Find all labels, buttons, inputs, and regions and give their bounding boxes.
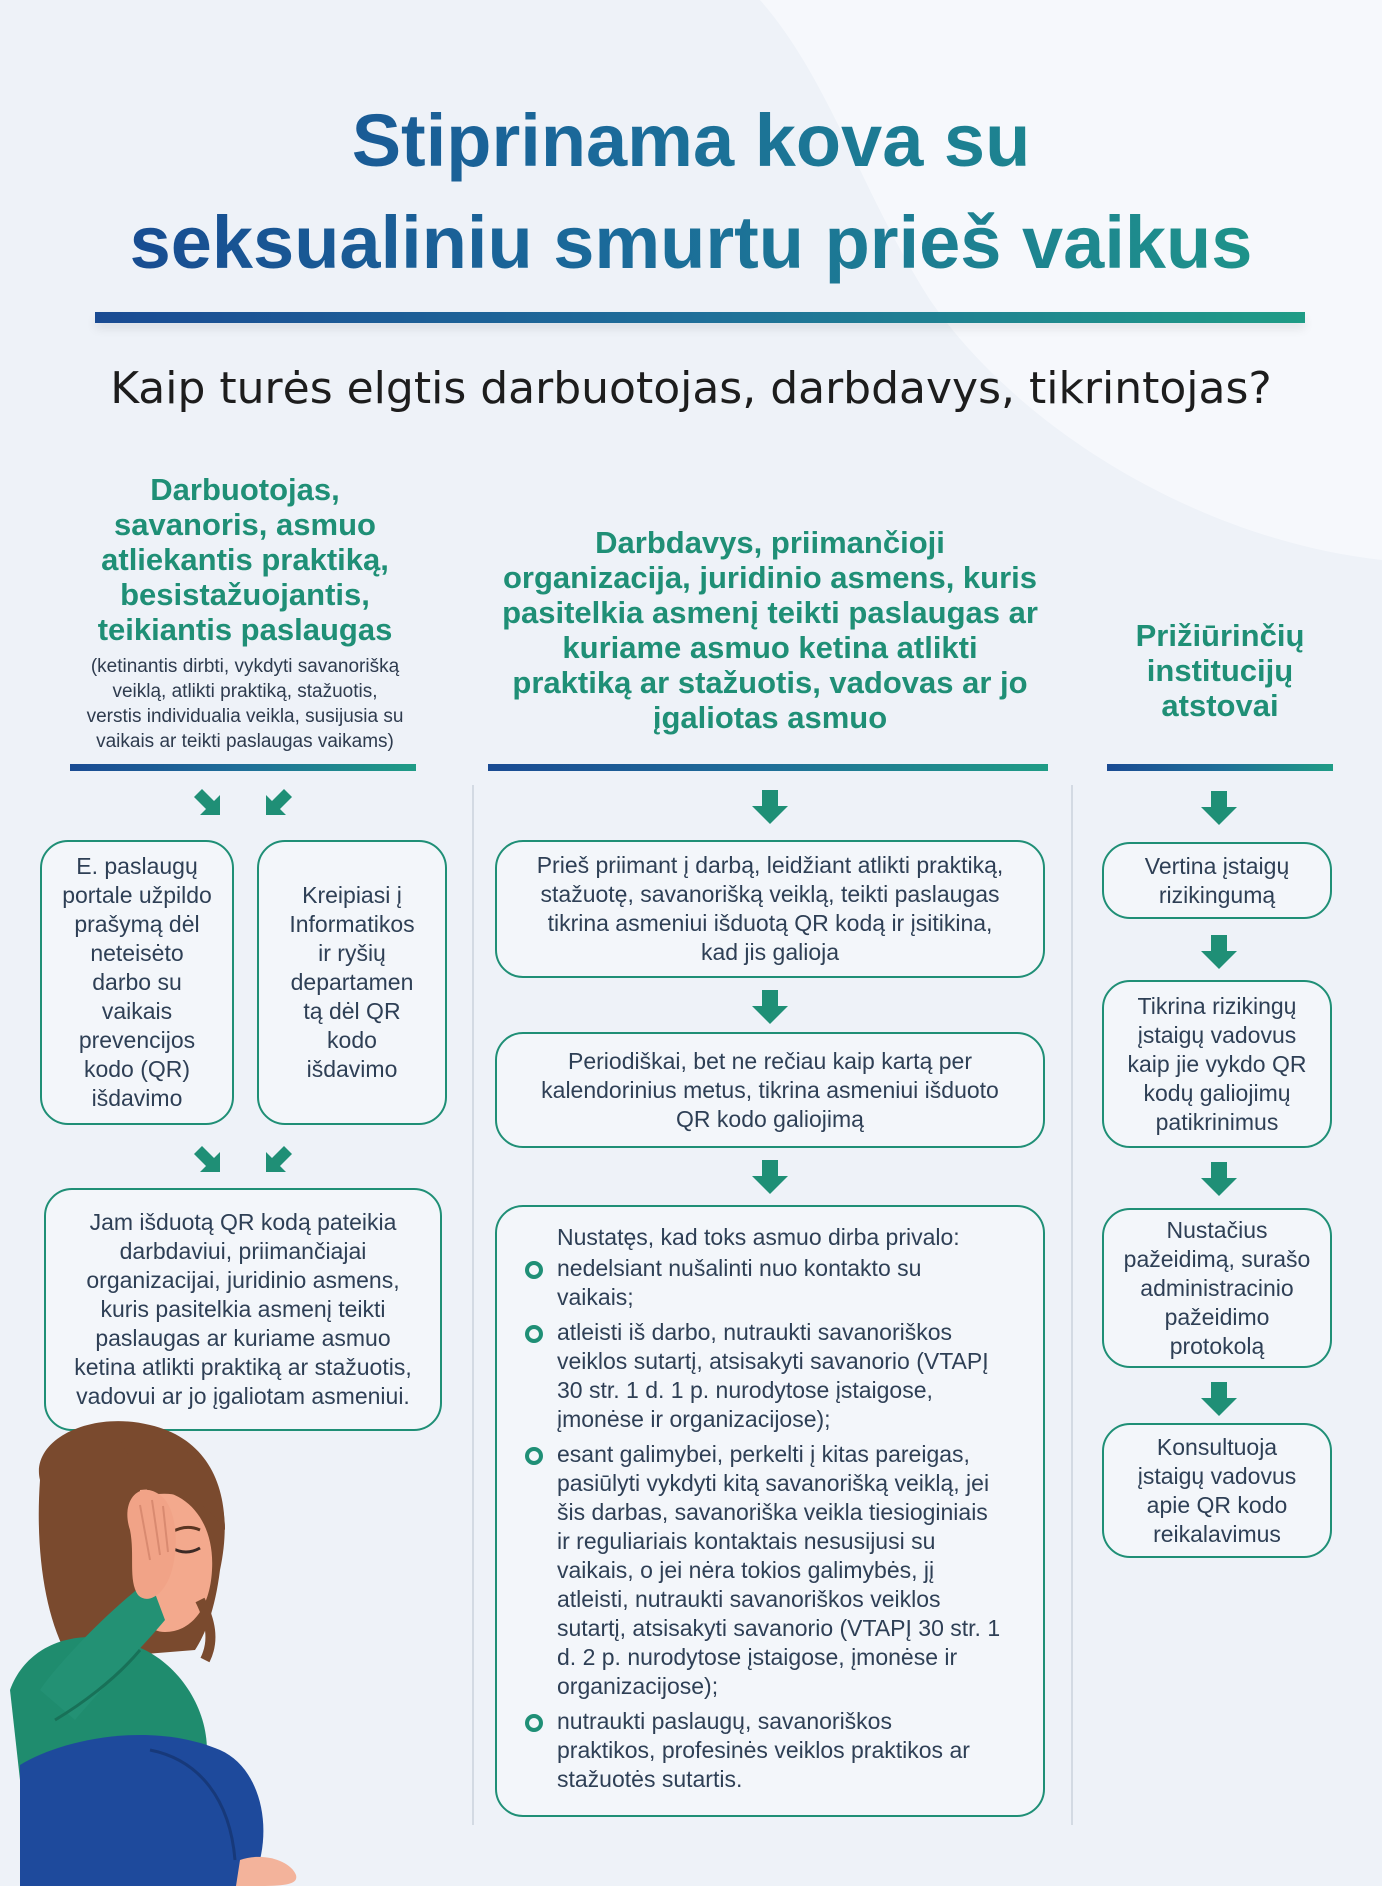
heading-line: teikiantis paslaugas <box>97 612 393 647</box>
box-line: portale užpildo <box>62 882 212 908</box>
list-line: šis darbas, savanoriška veikla tiesioginiais <box>557 1499 988 1525</box>
employer-step-check-qr <box>495 840 1045 978</box>
arrow-down-icon <box>750 990 790 1026</box>
box-line: Jam išduotą QR kodą pateikia <box>89 1209 397 1235</box>
list-item <box>517 1707 1021 1794</box>
employee-heading <box>60 472 430 647</box>
list-line: ir reguliariais kontaktais nesusijusi su <box>557 1528 936 1554</box>
box-text <box>1124 1216 1311 1361</box>
heading-line: pasitelkia asmenį teikti paslaugas ar <box>502 595 1038 630</box>
box-line: vaikais <box>101 998 173 1024</box>
heading-line: besistažuojantis, <box>120 577 370 612</box>
box-line: darbo su <box>92 969 182 995</box>
heading-line: institucijų <box>1146 653 1294 688</box>
box-line: vadovui ar jo įgaliotam asmeniui. <box>76 1383 410 1409</box>
list-item <box>517 1318 1021 1434</box>
box-text <box>62 852 212 1113</box>
box-line: pažeidimą, surašo <box>1123 1245 1311 1272</box>
box-line: ketina atlikti praktiką ar stažuotis, <box>74 1354 412 1380</box>
note-line: vaikais ar teikti paslaugas vaikams) <box>96 731 394 752</box>
box-line: neteisėto <box>90 940 184 966</box>
employee-divider <box>70 764 416 771</box>
box-line: QR kodo galiojimą <box>676 1105 864 1132</box>
arrow-down-right-icon <box>190 785 226 821</box>
box-line: darbdaviui, priimančiajai <box>119 1238 367 1264</box>
heading-line: praktiką ar stažuotis, vadovas ar jo <box>512 665 1028 700</box>
heading-line: organizacija, juridinio asmens, kuris <box>502 560 1038 595</box>
box-text <box>1128 992 1307 1137</box>
box-line: įstaigų vadovus <box>1137 1462 1297 1489</box>
arrow-down-icon <box>750 790 790 826</box>
box-line: išdavimo <box>91 1085 183 1111</box>
heading-line: atstovai <box>1161 688 1279 723</box>
note-line: veiklą, atlikti praktiką, stažuotis, <box>112 681 378 702</box>
box-line: Vertina įstaigų <box>1144 852 1290 879</box>
employee-step-department <box>257 840 447 1125</box>
list-item <box>517 1440 1021 1701</box>
box-line: prevencijos <box>78 1027 196 1053</box>
box-line: Prieš priimant į darbą, leidžiant atlikti praktiką, <box>536 852 1004 878</box>
box-text <box>289 881 414 1084</box>
title-divider <box>95 312 1305 323</box>
box-line: organizacijai, juridinio asmens, <box>86 1267 400 1293</box>
list-line: atleisti, nutraukti savanoriškos veiklos <box>557 1586 941 1612</box>
arrow-down-left-icon <box>260 1142 296 1178</box>
bullet-circle-icon <box>525 1261 543 1279</box>
employer-step-periodic-check <box>495 1032 1045 1148</box>
list-line: įmonėse ir organizacijose); <box>557 1406 831 1432</box>
supervisor-step-consult <box>1102 1423 1332 1558</box>
heading-line: kuriame asmuo ketina atlikti <box>562 630 978 665</box>
box-line: kalendorinius metus, tikrina asmeniui išduoto <box>541 1076 999 1103</box>
box-line: reikalavimus <box>1153 1520 1281 1547</box>
box-line: kaip jie vykdo QR <box>1127 1050 1307 1077</box>
arrow-down-left-icon <box>260 785 296 821</box>
list-item <box>517 1254 1021 1312</box>
supervisor-step-assess-risk <box>1102 842 1332 919</box>
supervisor-step-inspect <box>1102 980 1332 1148</box>
arrow-down-icon <box>1199 791 1239 827</box>
box-line: Tikrina rizikingų <box>1137 992 1297 1019</box>
list-line: veiklos sutartį, atsisakyti savanorio (VTAPĮ <box>557 1348 989 1374</box>
list-line: organizacijose); <box>557 1673 719 1699</box>
box-line: E. paslaugų <box>76 853 198 879</box>
arrow-down-icon <box>1199 1382 1239 1418</box>
subtitle: Kaip turės elgtis darbuotojas, darbdavys, tikrintojas? <box>110 363 1272 414</box>
box-line: departamen <box>290 969 414 995</box>
heading-line: įgaliotas asmuo <box>652 700 888 735</box>
box-line: kuris pasitelkia asmenį teikti <box>100 1296 386 1322</box>
heading-line: savanoris, asmuo <box>114 507 376 542</box>
note-line: (ketinantis dirbti, vykdyti savanorišką <box>90 656 400 677</box>
box-text <box>541 1047 999 1134</box>
employee-note <box>50 654 440 754</box>
heading-line: Prižiūrinčių <box>1135 618 1305 653</box>
title-line-2: seksualiniu smurtu prieš vaikus <box>129 201 1253 284</box>
list-line: praktikos, profesinės veiklos praktikos ar <box>557 1737 970 1763</box>
heading-line: Darbdavys, priimančioji <box>595 525 945 560</box>
box-line: kad jis galioja <box>700 939 840 965</box>
column-separator <box>472 785 474 1825</box>
bullet-circle-icon <box>525 1714 543 1732</box>
box-line: pažeidimo <box>1164 1303 1270 1330</box>
heading-line: Darbuotojas, <box>150 472 340 507</box>
list-line: nutraukti paslaugų, savanoriškos <box>557 1708 892 1734</box>
list-line: atleisti iš darbo, nutraukti savanoriškos <box>557 1319 953 1345</box>
box-line: Informatikos <box>289 911 415 937</box>
employer-divider <box>488 764 1048 771</box>
supervisor-divider <box>1107 764 1333 771</box>
heading-line: atliekantis praktiką, <box>101 542 389 577</box>
title-line-1: Stiprinama kova su <box>351 99 1031 182</box>
box-line: rizikingumą <box>1158 881 1276 908</box>
arrow-down-icon <box>1199 935 1239 971</box>
box-line: protokolą <box>1169 1332 1265 1359</box>
list-line: vaikais, o jei nėra tokios galimybės, jį <box>557 1557 935 1583</box>
list-line: sutartį, atsisakyti savanorio (VTAPĮ 30 str. 1 <box>557 1615 1001 1641</box>
box-line: stažuotę, savanorišką veiklą, teikti paslaugas <box>540 881 1000 907</box>
box-line: Kreipiasi į <box>302 882 402 908</box>
employer-heading <box>480 525 1060 735</box>
box-line: administracinio <box>1140 1274 1294 1301</box>
page-title <box>0 90 1382 294</box>
box-line: Nustačius <box>1166 1216 1268 1243</box>
list-line: pasiūlyti vykdyti kitą savanorišką veiklą, jei <box>557 1470 990 1496</box>
bullet-circle-icon <box>525 1325 543 1343</box>
box-line: Konsultuoja <box>1156 1433 1278 1460</box>
box-text <box>74 1208 411 1411</box>
list-line: esant galimybei, perkelti į kitas pareigas, <box>557 1441 970 1467</box>
employee-step-eservices <box>40 840 234 1125</box>
employer-obligations-list <box>495 1205 1045 1817</box>
box-line: paslaugas ar kuriame asmuo <box>95 1325 391 1351</box>
box-line: kodo <box>327 1027 377 1053</box>
box-text <box>1138 1433 1297 1549</box>
arrow-down-right-icon <box>190 1142 226 1178</box>
note-line: verstis individualia veikla, susijusia su <box>86 706 404 727</box>
list-line: 30 str. 1 d. 1 p. nurodytose įstaigose, <box>557 1377 933 1403</box>
box-line: apie QR kodo <box>1146 1491 1288 1518</box>
arrow-down-icon <box>1199 1162 1239 1198</box>
child-illustration <box>0 1420 300 1886</box>
box-line: įstaigų vadovus <box>1137 1021 1297 1048</box>
column-separator <box>1071 785 1073 1825</box>
box-line: kodų galiojimų <box>1143 1079 1291 1106</box>
box-line: tą dėl QR <box>303 998 401 1024</box>
box-line: Periodiškai, bet ne rečiau kaip kartą per <box>568 1047 972 1074</box>
list-line: vaikais; <box>557 1284 634 1310</box>
list-line: d. 2 p. nurodytose įstaigose, įmonėse ir <box>557 1644 958 1670</box>
box-line: patikrinimus <box>1155 1108 1279 1135</box>
box-text <box>537 851 1004 967</box>
list-line: stažuotės sutartis. <box>557 1766 743 1792</box>
box-line: prašymą dėl <box>74 911 200 937</box>
box-line: ir ryšių <box>318 940 386 966</box>
employee-step-submit-qr <box>44 1188 442 1431</box>
list-line: nedelsiant nušalinti nuo kontakto su <box>557 1255 922 1281</box>
supervisor-step-protocol <box>1102 1208 1332 1368</box>
arrow-down-icon <box>750 1160 790 1196</box>
box-text <box>1145 852 1289 910</box>
list-intro: Nustatęs, kad toks asmuo dirba privalo: <box>557 1224 960 1250</box>
box-line: tikrina asmeniui išduotą QR kodą ir įsitikina, <box>547 910 993 936</box>
bullet-circle-icon <box>525 1447 543 1465</box>
box-line: išdavimo <box>306 1056 398 1082</box>
supervisor-heading <box>1100 618 1340 723</box>
box-line: kodo (QR) <box>83 1056 191 1082</box>
